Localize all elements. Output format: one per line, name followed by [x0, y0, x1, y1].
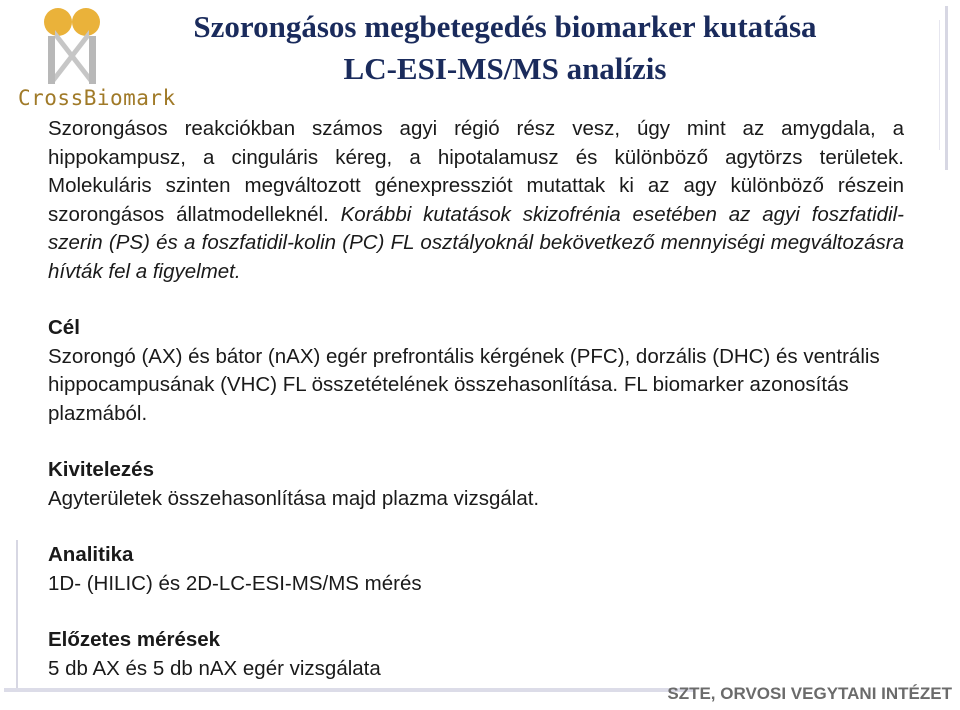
section-text: 5 db AX és 5 db nAX egér vizsgálata	[48, 656, 381, 680]
decorative-line-right	[945, 6, 948, 170]
section-text: 1D- (HILIC) és 2D-LC-ESI-MS/MS mérés	[48, 571, 422, 595]
section-heading: Analitika	[48, 543, 134, 566]
section-heading: Előzetes mérések	[48, 628, 221, 651]
decorative-line-right-thin	[939, 20, 940, 150]
title-line-1: Szorongásos megbetegedés biomarker kutatása	[193, 9, 817, 44]
section-preliminary	[48, 626, 904, 683]
decorative-line-left	[16, 540, 18, 690]
section-heading: Kivitelezés	[48, 458, 154, 481]
section-text: Szorongó (AX) és bátor (nAX) egér prefrontális kérgének (PFC), dorzális (DHC) és ventrális hippocampusának (VHC) FL összetételének összehasonlítása. FL biomarker azonosítás plazmából.	[48, 344, 880, 425]
intro-text: Szorongásos reakciókban számos agyi régió rész vesz, úgy mint az amygdala, a hippokampusz, a cinguláris kéreg, a hipotalamusz és különböző agytörzs területek. Molekuláris szinten megváltozott génexpressziót mutattak ki az agy különböző részein szorongásos állatmodelleknél.	[48, 117, 904, 226]
slide-title	[140, 6, 870, 90]
footer-institution: SZTE, ORVOSI VEGYTANI INTÉZET	[667, 684, 952, 703]
section-execution	[48, 456, 904, 513]
title-line-2: LC-ESI-MS/MS analízis	[343, 51, 667, 86]
logo-mark-icon	[14, 4, 144, 90]
decorative-line-bottom	[4, 688, 694, 692]
intro-paragraph	[48, 115, 904, 286]
section-goal	[48, 314, 904, 428]
intro-italic-text: Korábbi kutatások skizofrénia esetében az agyi foszfatidil-szerin (PS) és a foszfatidil-kolin (PC) FL osztályoknál bekövetkező mennyiségi megváltozásra hívták fel a figyelmet.	[48, 202, 904, 283]
section-text: Agyterületek összehasonlítása majd plazma vizsgálat.	[48, 486, 540, 510]
section-analytics	[48, 541, 904, 598]
slide-body	[48, 115, 904, 683]
section-heading: Cél	[48, 316, 80, 339]
logo-wordmark: CrossBiomark	[18, 86, 176, 110]
